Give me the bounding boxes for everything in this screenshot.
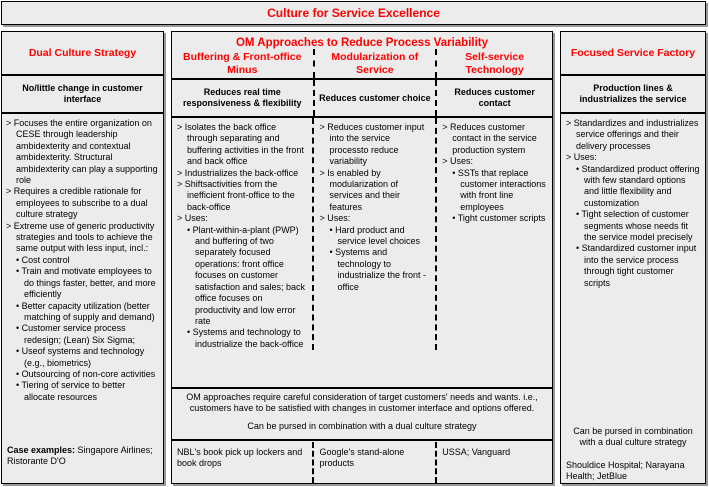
list-item: • Train and motivate employees to do things faster, better, and more efficiently bbox=[16, 266, 156, 300]
diagram-title-banner bbox=[1, 1, 706, 25]
mid-case-divider bbox=[172, 439, 552, 441]
list-item: > Uses: bbox=[566, 152, 597, 163]
left-column-case-examples bbox=[2, 445, 163, 468]
mid-subcolumn-titles bbox=[172, 49, 552, 78]
left-column-body bbox=[2, 114, 163, 403]
mid-column-header bbox=[172, 32, 552, 49]
list-item: > Requires a credible rationale for employees to subscribe to a dual culture strategy bbox=[6, 186, 148, 220]
list-item: • Cost control bbox=[16, 254, 70, 265]
subcolumn-subtitle-cell-3 bbox=[437, 80, 552, 116]
left-case-text: Singapore Airlines; Ristorante D'O bbox=[7, 445, 153, 467]
subcolumn-subtitle-cell-2 bbox=[315, 80, 436, 116]
subcolumn-title-cell-3 bbox=[437, 49, 552, 78]
list-item: • Tiering of service to better allocate resources bbox=[16, 380, 126, 402]
subcolumn-subtitle-cell-1 bbox=[172, 80, 313, 116]
left-column-header bbox=[2, 32, 163, 74]
subcolumn-title-self-service: Self-service Technology bbox=[465, 51, 525, 76]
mid-note-divider-top bbox=[172, 387, 552, 389]
list-item: > Standardizes and industrializes service offerings and their delivery processes bbox=[566, 118, 699, 151]
mid-subcolumn-bodies bbox=[172, 118, 552, 350]
list-item: • Useof systems and technology (e.g., biometrics) bbox=[16, 346, 145, 368]
subcolumn-body-self-service bbox=[437, 118, 552, 350]
right-column-body bbox=[561, 114, 705, 289]
list-item: > Focuses the entire organization on CESE through leadership ambidexterity and contextual ambidexterity. Structural ambidexterity can play a supporting role bbox=[6, 118, 158, 186]
right-column-header bbox=[561, 32, 705, 74]
list-item: > Is enabled by modularization of services and their features bbox=[319, 167, 401, 212]
mid-column-title: OM Approaches to Reduce Process Variability bbox=[235, 37, 489, 49]
column-focused-service-factory bbox=[560, 31, 706, 484]
list-item: > Reduces customer contact in the service production system bbox=[442, 122, 537, 155]
list-item: • Better capacity utilization (better matching of supply and demand) bbox=[16, 300, 155, 322]
list-item: • Standardized customer input into the service process through tight customer scripts bbox=[576, 243, 697, 288]
diagram-title: Culture for Service Excellence bbox=[267, 6, 440, 20]
list-item: > Shiftsactivities from the inefficient front-office to the back-office bbox=[177, 179, 295, 212]
right-column-subtitle: Production lines & industrializes the service bbox=[579, 83, 687, 104]
left-column-subtitle: No/little change in customer interface bbox=[22, 83, 143, 104]
list-item: • Tight customer scripts bbox=[452, 213, 546, 224]
list-item: > Uses: bbox=[319, 213, 351, 224]
right-column-case-examples: Shouldice Hospital; Narayana Health; JetBlue bbox=[566, 460, 685, 482]
left-case-label: Case examples: bbox=[7, 445, 76, 455]
right-column-subheader bbox=[561, 76, 705, 112]
list-item: • SSTs that replace customer interactions with front line employees bbox=[452, 167, 546, 212]
subcolumn-title-cell-1 bbox=[172, 49, 313, 78]
list-item: • Tight selection of customer segments whose needs fit the service model precisely bbox=[576, 209, 693, 243]
list-item: > Extreme use of generic productivity strategies and tools to achieve the same output with less input, incl.: bbox=[6, 220, 155, 254]
subcolumn-body-buffering bbox=[172, 118, 312, 350]
column-dual-culture-strategy bbox=[1, 31, 164, 484]
subcolumn-subtitle-modularization: Reduces customer choice bbox=[319, 92, 431, 103]
list-item: • Hard product and service level choices bbox=[329, 224, 421, 247]
subcolumn-subtitle-buffering: Reduces real time responsiveness & flexibility bbox=[182, 87, 302, 108]
list-item: > Industrializes the back-office bbox=[177, 167, 299, 178]
case-example-modularization: Google's stand-alone products bbox=[319, 447, 405, 469]
list-item: • Standardized product offering with few standard options and little flexibility and customization bbox=[576, 163, 700, 208]
mid-note-customers: OM approaches require careful consideration of target customers' needs and wants. i.e., customers have to be satisfied with changes in customer interface and options offered. bbox=[186, 392, 538, 414]
list-item: • Customer service process redesign; (Lean) Six Sigma; bbox=[16, 323, 136, 345]
column-om-approaches bbox=[171, 31, 553, 484]
list-item: • Plant-within-a-plant (PWP) and buffering of two separately focused operations: front office focuses on customer satisfaction and sales; back office focuses on productivity and low error rate bbox=[187, 224, 306, 326]
mid-note-combination: Can be pursed in combination with a dual culture strategy bbox=[247, 421, 477, 431]
subcolumn-subtitle-self-service: Reduces customer contact bbox=[454, 87, 535, 108]
list-item: • Outsourcing of non-core activities bbox=[16, 368, 156, 379]
list-item: • Systems and technology to industrialize the front -office bbox=[329, 247, 427, 292]
list-item: > Uses: bbox=[177, 213, 208, 224]
subcolumn-title-buffering: Buffering & Front-office Minus bbox=[183, 51, 302, 76]
case-example-self-service: USSA; Vanguard bbox=[442, 447, 511, 457]
right-column-note: Can be pursed in combination with a dual culture strategy bbox=[573, 426, 693, 448]
subcolumn-title-modularization: Modularization of Service bbox=[331, 51, 419, 76]
mid-subcolumn-subtitles bbox=[172, 80, 552, 116]
subcolumn-title-cell-2 bbox=[315, 49, 436, 78]
right-column-title: Focused Service Factory bbox=[570, 46, 696, 59]
list-item: > Isolates the back office through separating and buffering activities in the front and back office bbox=[177, 122, 304, 167]
left-column-subheader bbox=[2, 76, 163, 112]
list-item: > Reduces customer input into the service processto reduce variability bbox=[319, 122, 425, 167]
mid-case-examples-row bbox=[172, 442, 552, 483]
left-column-title: Dual Culture Strategy bbox=[28, 46, 137, 59]
list-item: > Uses: bbox=[442, 156, 473, 167]
case-example-buffering: NBL's book pick up lockers and book drops bbox=[177, 447, 303, 469]
list-item: • Systems and technology to industrialize the back-office bbox=[187, 327, 304, 349]
subcolumn-body-modularization bbox=[314, 118, 435, 350]
